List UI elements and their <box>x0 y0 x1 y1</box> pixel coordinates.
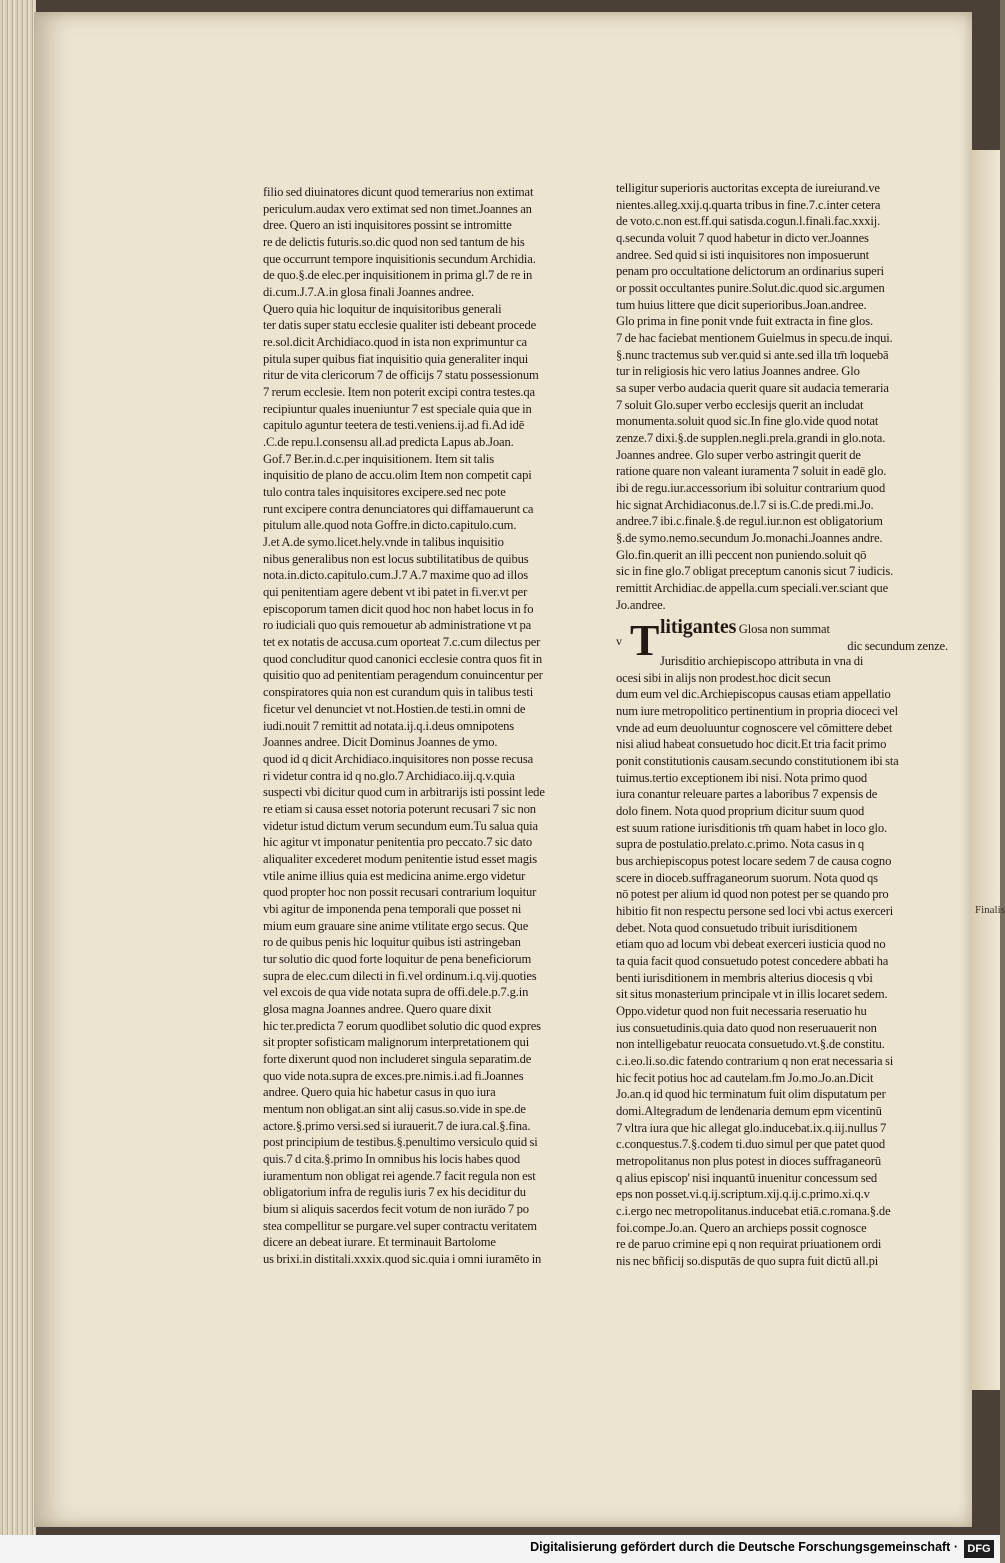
text-line: foi.compe.Jo.an. Quero an archieps possit cognosce <box>616 1220 867 1235</box>
text-line: us brixi.in distitali.xxxix.quod sic.quia i omni iuramēto in <box>263 1252 542 1266</box>
text-line: nis nec bñficij so.disputās de quo supra fuit dictū all.pi <box>616 1254 879 1269</box>
text-line: est suum ratione iurisditionis tm̄ quam habet in loco glo. <box>616 820 887 835</box>
text-line: J.et A.de symo.licet.hely.vnde in talibus inquisitio <box>263 535 504 550</box>
text-line: que occurrunt tempore inquisitionis secundum Archidia. <box>263 251 536 266</box>
lemma-initial: T <box>630 616 660 666</box>
text-line: tet ex notatis de accusa.cum oporteat 7.c.cum dilectus per <box>263 635 541 650</box>
text-line: episcoporum tamen dicit quod hoc non habet locus in fo <box>263 601 534 616</box>
text-line: benti iurisditionem in membris alterius diocesis q vbi <box>616 970 873 985</box>
text-line: tum huius littere que dicit superioribus.Joan.andree. <box>616 297 867 312</box>
text-line: mium eum grauare sine anime vtilitate ergo secus. Que <box>263 918 529 933</box>
text-line: q alius episcop' nisi inquantū inuenitur concessum sed <box>616 1170 878 1185</box>
text-line: bus archiepiscopus potest locare sedem 7 de causa cogno <box>616 853 892 868</box>
text-line: ius consuetudinis.quia dato quod non reseruauerit non <box>616 1020 877 1035</box>
text-line: stea compellitur se purgare.vel super contractu veritatem <box>263 1218 537 1233</box>
text-line: tulo contra tales inquisitores excipere.sed nec pote <box>263 485 506 500</box>
text-line: hibitio fit non respectu persone sed loci vbi actus exerceri <box>616 903 894 918</box>
text-line: .C.de repu.l.consensu all.ad predicta Lapus ab.Joan. <box>263 435 514 450</box>
text-line: remittit Archidiac.de appella.cum speciali.ver.sciant que <box>616 581 889 596</box>
text-line: penam pro occultatione delictorum an ordinarius superi <box>616 264 884 279</box>
text-line: ritur de vita clericorum 7 de officijs 7 statu possessionum <box>263 368 539 383</box>
text-line: ro iudiciali quo quis remouetur ab administratione vt pa <box>263 618 532 633</box>
text-line: bium si aliquis sacerdos fecit votum de non iurādo 7 po <box>263 1201 529 1216</box>
text-line: hic agitur vt imponatur penitentia pro peccato.7 sic dato <box>263 835 532 850</box>
text-line: ter datis super statu ecclesie qualiter isti debeant procede <box>263 318 537 333</box>
text-line: andree. Quero quia hic habetur casus in quo iura <box>263 1085 496 1100</box>
text-line: ratione quare non valeant iuramenta 7 soluit in eadē glo. <box>616 464 887 479</box>
left-text-column <box>263 184 568 1268</box>
lemma-gloss: Glosa non summat <box>738 622 830 637</box>
text-line: Jo.an.q id quod hic terminatum fuit olim disputatum per <box>616 1087 886 1102</box>
text-line: sit propter sofisticam malignorum interpretationem qui <box>263 1035 530 1050</box>
right-column-bottom-block <box>616 653 948 1270</box>
text-line: domi.Altegradum de lenḋenaria demum epm vicentinū <box>616 1103 882 1118</box>
text-line: capitulo aguntur teetera de testi.veniens.ij.ad fi.Ad idē <box>263 418 525 433</box>
text-line: quis.7 d cita.§.primo In omnibus his locis habes quod <box>263 1151 521 1166</box>
text-line: nientes.alleg.xxij.q.quarta tribus in fine.7.c.inter cetera <box>616 197 881 212</box>
lemma-word: litigantes <box>660 616 737 639</box>
text-line: Jurisditio archiepiscopo attributa in vna di <box>660 653 864 668</box>
text-line: conspiratores quia non est curandum quis in talibus testi <box>263 685 534 700</box>
footer-text: Digitalisierung gefördert durch die Deutsche Forschungsgemeinschaft · <box>530 1540 958 1554</box>
text-line: tuimus.tertio exceptionem ibi nisi. Nota primo quod <box>616 770 867 785</box>
text-line: pitula super quibus fiat inquisitio quia generaliter inqui <box>263 351 529 366</box>
text-line: sa super verbo audacia querit quare sit audacia temeraria <box>616 381 889 396</box>
text-line: nō potest per alium id quod non potest per se quando pro <box>616 887 889 902</box>
text-line: andree.7 ibi.c.finale.§.de regul.iur.non est obligatorium <box>616 514 883 529</box>
text-line: ponit constitutionis causam.secundo constitutionem ibi sta <box>616 753 899 768</box>
text-line: actore.§.primo versi.sed si iurauerit.7 de iura.cal.§.fina. <box>263 1118 531 1133</box>
text-line: di.cum.J.7.A.in glosa finali Joannes andree. <box>263 285 475 300</box>
facing-page-edge <box>972 150 1005 1390</box>
text-line: qui penitentiam agere debent vt ibi patet in fi.ver.vt per <box>263 585 528 600</box>
text-line: Quero quia hic loquitur de inquisitoribus generali <box>263 301 502 316</box>
text-line: recipiuntur quales inueniuntur 7 est speciale quia que in <box>263 401 532 416</box>
text-line: nibus generalibus non est locus subtilitatibus de quibus <box>263 551 529 566</box>
text-line: iuramentum non obligat rei agende.7 facit regula non est <box>263 1168 536 1183</box>
right-text-column <box>616 180 948 1270</box>
text-line: pitulum alle.quod nota Goffre.in dicto.capitulo.cum. <box>263 518 517 533</box>
text-line: c.conquestus.7.§.codem ti.duo simul per que patet quod <box>616 1137 886 1152</box>
text-line: ro de quibus penis hic loquitur quibus isti astringeban <box>263 935 521 950</box>
text-line: ocesi sibi in alijs non prodest.hoc dicit secun <box>616 670 831 685</box>
text-line: inquisitio de plano de accu.olim Item non competit capi <box>263 468 532 483</box>
text-line: quod id q dicit Archidiaco.inquisitores non posse recusa <box>263 751 534 766</box>
text-line: post principium de testibus.§.penultimo versiculo quid si <box>263 1135 538 1150</box>
text-line: scere in dioceb.suffraganeorum suorum. Nota quod qs <box>616 870 878 885</box>
text-line: videtur istud dictum verum secundum eum.Tu salua quia <box>263 818 538 833</box>
text-line: hic fecit potius hoc ad cautelam.fm Jo.mo.Jo.an.Dicit <box>616 1070 874 1085</box>
text-line: Glo prima in fine ponit vnde fuit extracta in fine glos. <box>616 314 873 329</box>
text-line: Glo.fin.querit an illi peccent non puniendo.soluit qō <box>616 547 867 562</box>
text-line: runt excipere contra denunciatores qui diffamauerunt ca <box>263 501 534 516</box>
text-line: dum eum vel dic.Archiepiscopus causas etiam appellatio <box>616 687 891 702</box>
text-line: §.nunc tractemus sub ver.quid si ante.sed illa tm̄ loquebā <box>616 347 889 362</box>
text-line: metropolitanus non plus potest in dioces suffraganeorū <box>616 1153 881 1168</box>
text-line: re etiam si causa esset notoria poterunt recusari 7 sic non <box>263 801 536 816</box>
text-line: periculum.audax vero extimat sed non timet.Joannes an <box>263 201 532 216</box>
text-line: quo vide nota.supra de exces.pre.nimis.i.ad fi.Joannes <box>263 1068 524 1083</box>
page-edges <box>0 0 36 1535</box>
text-line: ibi de regu.iur.accessorium ibi soluitur contrarium quod <box>616 481 886 496</box>
text-line: supra de postulatio.prelato.c.primo. Nota casus in q <box>616 837 865 852</box>
text-line: debet. Nota quod consuetudo tribuit iurisditionem <box>616 920 858 935</box>
text-line: q.secunda voluit 7 quod habetur in dicto ver.Joannes <box>616 231 869 246</box>
text-line: non intelligebatur reuocata consuetudo.vt.§.de constitu. <box>616 1037 885 1052</box>
right-column-top-block <box>616 180 948 613</box>
text-line: Gof.7 Ber.in.d.c.per inquisitionem. Item sit talis <box>263 451 494 466</box>
text-line: Joannes andree. Glo super verbo astringit querit de <box>616 447 861 462</box>
text-line: re de delictis futuris.so.dic quod non sed tantum de his <box>263 235 525 250</box>
text-line: Joannes andree. Dicit Dominus Joannes de ymo. <box>263 735 498 750</box>
text-line: obligatorium infra de regulis iuris 7 ex his deciditur du <box>263 1185 526 1200</box>
text-line: aliqualiter excederet modum penitentie istud esset magis <box>263 851 537 866</box>
text-line: iudi.nouit 7 remittit ad notata.ij.q.i.deus omnipotens <box>263 718 515 733</box>
text-line: vtile anime illius quia est medicina anime.ergo videtur <box>263 868 526 883</box>
text-line: de voto.c.non est.ff.qui satisda.cogun.l.finali.fac.xxxij. <box>616 214 881 229</box>
text-line: telligitur superioris auctoritas excepta de iureiurand.ve <box>616 181 880 195</box>
text-line: §.de symo.nemo.secundum Jo.monachi.Joannes andre. <box>616 531 883 546</box>
text-line: forte dixerunt quod non includeret singula separatim.de <box>263 1051 532 1066</box>
text-line: 7 vltra iura que hic allegat glo.inducebat.ix.q.iij.nullus 7 <box>616 1120 887 1135</box>
text-line: or possit occultantes punire.Solut.dic.quod sic.argumen <box>616 281 885 296</box>
text-line: sit situs monasterium principale vt in illis locaret sedem. <box>616 987 888 1002</box>
text-line: quod propter hoc non possit recusari contrarium loquitur <box>263 885 537 900</box>
text-line: vnde ad eum deuoluuntur cognoscere vel cōmittere debet <box>616 720 893 735</box>
text-line: 7 rerum ecclesie. Item non poterit excipi contra testes.qa <box>263 385 535 400</box>
text-line: supra de elec.cum dilecti in fi.vel ordinum.i.q.vij.quoties <box>263 968 537 983</box>
text-line: dree. Quero an isti inquisitores possint se intromitte <box>263 218 512 233</box>
text-line: quod concluditur quod canonici ecclesie contra quos fit in <box>263 651 542 666</box>
dfg-logo: DFG <box>964 1540 994 1558</box>
text-line: dolo finem. Nota quod proprium dicitur suum quod <box>616 803 865 818</box>
text-line: c.i.eo.li.so.dic fatendo contrarium q non erat necessaria si <box>616 1053 894 1068</box>
text-line: ficetur vel denunciet vt not.Hostien.de testi.in omni de <box>263 701 526 716</box>
text-line: mentum non obligat.an sint alij casus.so.vide in spe.de <box>263 1101 526 1116</box>
text-line: hic signat Archidiaconus.de.l.7 si is.C.de predi.mi.Jo. <box>616 497 874 512</box>
text-line: etiam quo ad locum vbi debeat exerceri iusticia quod no <box>616 937 886 952</box>
text-line: c.i.ergo nec metropolitanus.inducebat etiā.c.romana.§.de <box>616 1204 891 1218</box>
text-line: andree. Sed quid si isti inquisitores non imposuerunt <box>616 247 869 262</box>
text-line: quisitio quo ad penitentiam peragendum conuincentur per <box>263 668 543 683</box>
lemma-gloss-line2: dic secundum zenze. <box>847 639 948 654</box>
text-line: tur solutio dic quod forte loquitur de pena beneficiorum <box>263 951 532 966</box>
footer-banner <box>0 1535 1000 1563</box>
text-line: vel excois de qua vide notata supra de offi.dele.p.7.g.in <box>263 985 529 1000</box>
text-line: Oppo.videtur quod non fuit necessaria reseruatio hu <box>616 1003 867 1018</box>
text-line: ta quia facit quod consuetudo potest concedere abbati ha <box>616 953 889 968</box>
margin-mark: v <box>616 634 622 649</box>
text-line: iura conantur releuare partes a laboribus 7 expensis de <box>616 787 878 802</box>
text-line: tur in religiosis hic vero latius Joannes andree. Glo <box>616 364 860 379</box>
text-line: sic in fine glo.7 obligat preceptum canonis sicut 7 iudicis. <box>616 564 894 579</box>
text-line: ri videtur contra id q no.glo.7 Archidiaco.iij.q.v.quia <box>263 768 515 783</box>
text-line: 7 soluit Glo.super verbo ecclesijs querit an includat <box>616 397 864 412</box>
facing-page-fragment: Finalis <box>975 904 1005 916</box>
text-line: monumenta.soluit quod sic.In fine glo.vide quod notat <box>616 414 879 429</box>
text-line: suspecti vbi dicitur quod cum in arbitrarijs isti possint lede <box>263 785 545 800</box>
text-line: re.sol.dicit Archidiaco.quod in ista non exprimuntur ca <box>263 335 527 350</box>
text-line: de quo.§.de elec.per inquisitionem in prima gl.7 de re in <box>263 268 533 283</box>
text-line: re de paruo crimine epi q non requirat priuationem ordi <box>616 1237 882 1252</box>
text-line: vbi agitur de imponenda pena temporali que posset ni <box>263 901 522 916</box>
text-line: dicere an debeat iurare. Et terminauit Bartolome <box>263 1235 496 1250</box>
text-line: nota.in.dicto.capitulo.cum.J.7 A.7 maxime quo ad illos <box>263 568 529 583</box>
text-line: eps non posset.vi.q.ij.scriptum.xij.q.ij.c.primo.xi.q.v <box>616 1187 870 1202</box>
text-line: filio sed diuinatores dicunt quod temerarius non extimat <box>263 185 534 199</box>
text-line: num iure metropolitico pertinentium in propria dioceci vel <box>616 703 898 718</box>
text-line: Jo.andree. <box>616 597 666 612</box>
text-line: hic ter.predicta 7 eorum quodlibet solutio dic quod expres <box>263 1018 541 1033</box>
text-line: glosa magna Joannes andree. Quero quare dixit <box>263 1001 492 1016</box>
text-line: nisi aliud habeat consuetudo hoc dicit.Et tria facit primo <box>616 737 887 752</box>
text-line: 7 de hac faciebat mentionem Guielmus in specu.de inqui. <box>616 331 893 346</box>
text-line: zenze.7 dixi.§.de supplen.negli.prela.grandi in glo.nota. <box>616 431 886 446</box>
